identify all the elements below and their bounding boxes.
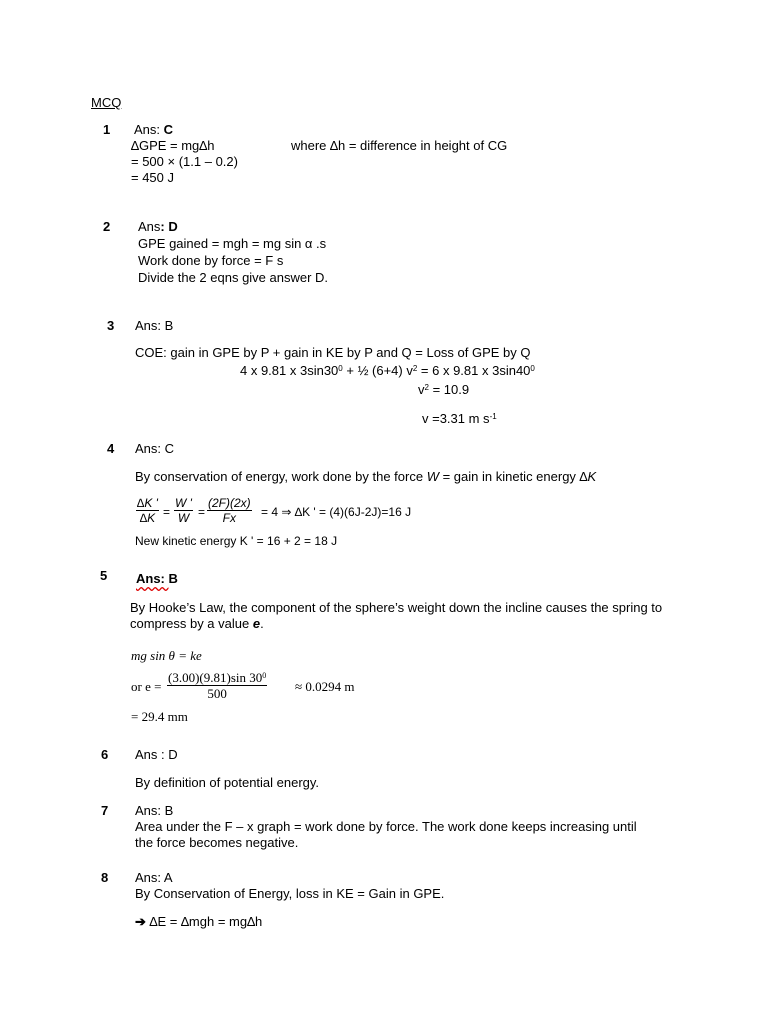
fraction-work <box>174 496 193 526</box>
question-3-answer: Ans: B <box>135 318 174 333</box>
arrow-icon: ➔ <box>135 914 146 929</box>
question-5-equation-1: mg sin θ = ke <box>131 648 202 663</box>
question-5-approx: ≈ 0.0294 m <box>295 679 355 694</box>
question-1-where-note: where ∆h = difference in height of CG <box>291 138 508 153</box>
question-8-answer: Ans: A <box>135 870 173 885</box>
question-5-line-2 <box>130 616 264 632</box>
text-part: ∆E = ∆mgh = mg∆h <box>145 914 263 929</box>
text-part: W <box>426 469 439 484</box>
text-part: By conservation of energy, work done by the force <box>135 469 427 484</box>
answer-label: Ans: <box>136 571 169 586</box>
denominator: ∆K <box>139 511 156 525</box>
question-5-answer <box>136 571 178 587</box>
question-3-v-squared <box>418 382 469 398</box>
fraction-force-distance <box>207 496 252 526</box>
answer-letter: C <box>163 122 174 137</box>
question-2-line-2: Work done by force = F s <box>138 253 284 268</box>
question-6-line-1: By definition of potential energy. <box>135 775 320 790</box>
text-part: compress by a value <box>130 616 253 631</box>
eq-sup: 0 <box>338 364 343 373</box>
eq-sup: -1 <box>489 412 497 421</box>
question-3-equation <box>240 363 535 379</box>
equals-sign: = <box>163 505 171 519</box>
question-3-line-1: COE: gain in GPE by P + gain in KE by P and Q = Loss of GPE by Q <box>135 345 531 360</box>
question-1-line-2: = 500 × (1.1 – 0.2) <box>131 154 238 169</box>
question-1-line-3: = 450 J <box>131 170 175 185</box>
answer-letter: : D <box>160 219 178 234</box>
question-5-number: 5 <box>100 568 108 583</box>
eq-sup: 0 <box>530 364 535 373</box>
question-7-line-2: the force becomes negative. <box>135 835 299 850</box>
question-5-line-1: By Hooke’s Law, the component of the sphere’s weight down the incline causes the spring to <box>130 600 663 615</box>
equals-sign: = <box>198 505 206 519</box>
question-4-number: 4 <box>107 441 115 456</box>
answer-label: Ans: <box>134 122 164 137</box>
eq-part: v =3.31 m s <box>422 411 490 426</box>
question-4-line-1 <box>135 469 596 485</box>
eq-part: = 6 x 9.81 x 3sin40 <box>417 363 531 378</box>
text-part: K <box>587 469 597 484</box>
numerator: (2F)(2x) <box>208 496 251 510</box>
question-4-new-ke: New kinetic energy K ' = 16 + 2 = 18 J <box>135 534 338 548</box>
heading-text: MCQ <box>91 95 122 110</box>
eq-sup: 2 <box>412 364 418 373</box>
numerator <box>167 671 267 686</box>
denominator: 500 <box>207 686 227 701</box>
question-5-fraction <box>167 671 267 701</box>
numerator: ∆K ' <box>137 496 158 510</box>
question-1-number: 1 <box>103 122 111 137</box>
question-5-equation-2-lead: or e = <box>131 679 162 694</box>
answer-letter: B <box>168 571 178 586</box>
question-6-number: 6 <box>101 747 109 762</box>
eq-sup: 2 <box>424 383 429 392</box>
fraction-delta-k <box>136 496 159 526</box>
numerator-sup: 0 <box>262 671 267 680</box>
question-8-line-2 <box>135 914 262 930</box>
question-2-line-1: GPE gained = mgh = mg sin α .s <box>138 236 327 251</box>
question-4-result: = 4 ⇒ ∆K ' = (4)(6J-2J)=16 J <box>261 505 412 519</box>
question-8-line-1: By Conservation of Energy, loss in KE = Gain in GPE. <box>135 886 445 901</box>
question-4-answer: Ans: C <box>135 441 175 456</box>
question-2-line-3: Divide the 2 eqns give answer D. <box>138 270 329 285</box>
question-7-line-1: Area under the F – x graph = work done by force. The work done keeps increasing until <box>135 819 637 834</box>
question-7-answer: Ans: B <box>135 803 174 818</box>
answer-label: Ans <box>138 219 161 234</box>
question-3-velocity <box>422 411 497 427</box>
eq-part: 4 x 9.81 x 3sin30 <box>240 363 339 378</box>
section-heading <box>91 95 121 111</box>
eq-part: = 10.9 <box>428 382 470 397</box>
numerator-text: (3.00)(9.81)sin 30 <box>168 670 263 685</box>
question-2-answer <box>138 219 178 235</box>
question-5-equation-3: = 29.4 mm <box>131 709 188 724</box>
text-part: = gain in kinetic energy ∆ <box>438 469 588 484</box>
text-part: . <box>260 616 264 631</box>
question-2-number: 2 <box>103 219 111 234</box>
question-1-answer <box>134 122 173 138</box>
text-part: e <box>252 616 261 631</box>
question-3-number: 3 <box>107 318 115 333</box>
eq-part: v <box>418 382 425 397</box>
denominator: W <box>177 511 190 525</box>
denominator: Fx <box>222 511 236 525</box>
question-7-number: 7 <box>101 803 109 818</box>
numerator: W ' <box>175 496 192 510</box>
question-8-number: 8 <box>101 870 109 885</box>
eq-part: + ½ (6+4) v <box>342 363 413 378</box>
question-6-answer: Ans : D <box>135 747 178 762</box>
question-1-line-1: ∆GPE = mg∆h <box>131 138 215 153</box>
